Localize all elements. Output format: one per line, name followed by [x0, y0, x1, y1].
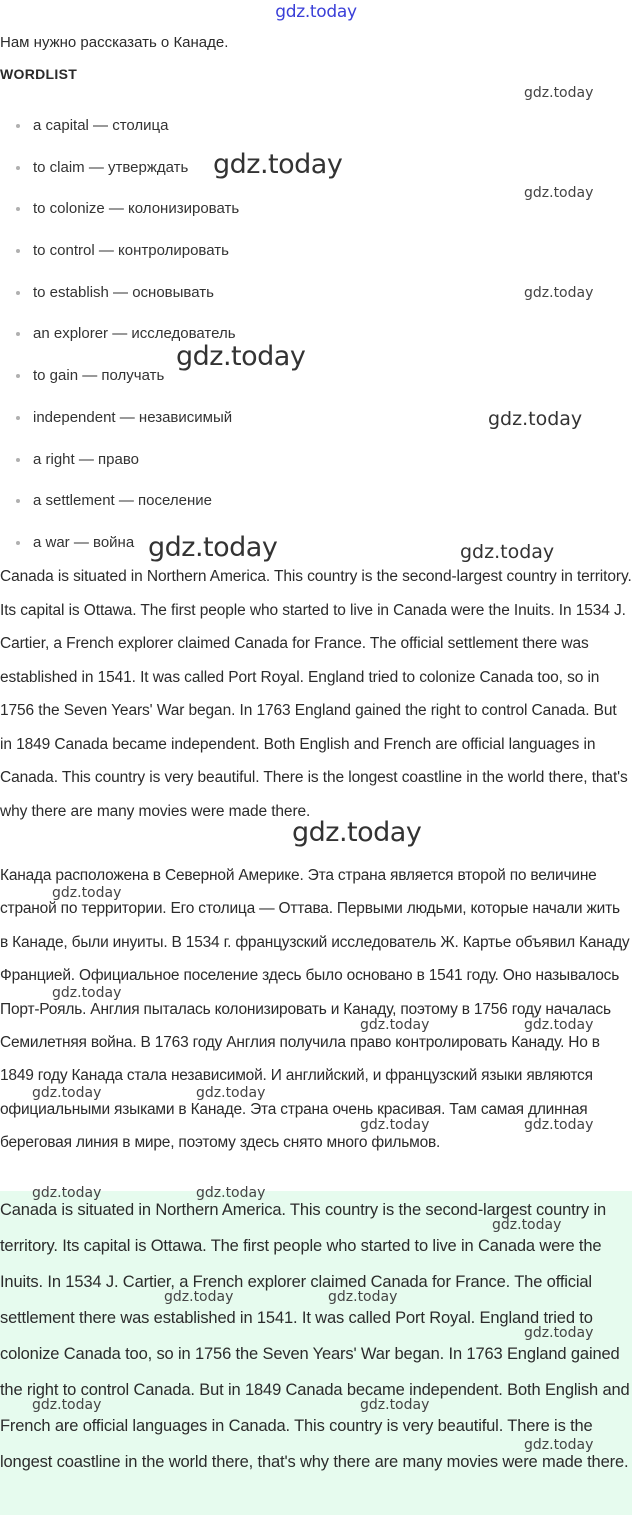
bullet-icon [16, 207, 20, 211]
watermark: gdz.today [524, 1017, 594, 1033]
site-logo[interactable]: gdz.today [275, 2, 357, 22]
watermark: gdz.today [32, 1085, 102, 1101]
bullet-icon [16, 374, 20, 378]
text-english: Canada is situated in Northern America. This country is the second-largest country in territory. Its capital is Ottawa. The first people who started to live in Canada were the Inuits. In 1534 J. Cartier, a French explorer claimed Canada for France. The official settlement there was established in 1541. It was called Port Royal. England tried to colonize Canada too, so in 1756 the Seven Years' War began. In 1763 England gained the right to control Canada. But in 1849 Canada became independent. Both English and French are official languages in Canada. This country is very beautiful. There is the longest coastline in the world there, that's why there are many movies were made there. [0, 568, 632, 820]
watermark: gdz.today [52, 985, 122, 1001]
bullet-icon [16, 124, 20, 128]
bullet-icon [16, 541, 20, 545]
watermark: gdz.today [524, 85, 594, 101]
intro-text: Нам нужно рассказать о Канаде. [0, 34, 229, 51]
bullet-icon [16, 416, 20, 420]
bullet-icon [16, 332, 20, 336]
watermark: gdz.today [488, 408, 583, 430]
watermark: gdz.today [524, 285, 594, 301]
wordlist-title: WORDLIST [0, 66, 78, 82]
watermark: gdz.today [524, 1437, 594, 1453]
watermark: gdz.today [164, 1289, 234, 1305]
watermark: gdz.today [524, 185, 594, 201]
watermark: gdz.today [460, 541, 555, 563]
wordlist [0, 107, 632, 566]
watermark: gdz.today [360, 1017, 430, 1033]
wordlist-item: a war — война [0, 524, 632, 566]
wordlist-item: to claim — утверждать [0, 149, 632, 191]
watermark: gdz.today [524, 1325, 594, 1341]
watermark: gdz.today [52, 885, 122, 901]
bullet-icon [16, 458, 20, 462]
bullet-icon [16, 499, 20, 503]
text-russian: Канада расположена в Северной Америке. Эта страна является второй по величине страной по территории. Его столица — Оттава. Первыми людьми, которые начали жить в Канаде, были инуиты. В 1534 г. французский исследователь Ж. Картье объявил Канаду Францией. Официальное поселение здесь было основано в 1541 году. Оно называлось Порт-Рояль. Англия пыталась колонизировать и Канаду, поэтому в 1756 году началась Семилетняя война. В 1763 году Англия получила право контролировать Канаду. Но в 1849 году Канада стала независимой. И английский, и французский языки являются официальными языками в Канаде. Эта страна очень красивая. Там самая длинная береговая линия в мире, поэтому здесь снято много фильмов. [0, 867, 630, 1152]
watermark: gdz.today [492, 1217, 562, 1233]
watermark: gdz.today [360, 1397, 430, 1413]
wordlist-item: independent — независимый [0, 399, 632, 441]
watermark: gdz.today [328, 1289, 398, 1305]
watermark: gdz.today [32, 1185, 102, 1201]
wordlist-item: a capital — столица [0, 107, 632, 149]
watermark: gdz.today [32, 1397, 102, 1413]
watermark: gdz.today [148, 532, 278, 563]
watermark: gdz.today [360, 1117, 430, 1133]
wordlist-item: an explorer — исследователь [0, 315, 632, 357]
bullet-icon [16, 249, 20, 253]
bullet-icon [16, 291, 20, 295]
watermark: gdz.today [196, 1085, 266, 1101]
watermark: gdz.today [176, 341, 306, 372]
wordlist-item: a right — право [0, 441, 632, 483]
text-highlighted: Canada is situated in Northern America. This country is the second-largest country in territory. Its capital is Ottawa. The first people who started to live in Canada were the Inuits. In 1534 J. Cartier, a French explorer claimed Canada for France. The official settlement there was established in 1541. It was called Port Royal. England tried to colonize Canada too, so in 1756 the Seven Years' War began. In 1763 England gained the right to control Canada. But in 1849 Canada became independent. Both English and French are official languages in Canada. This country is very beautiful. There is the longest coastline in the world there, that's why there are many movies were made there. [0, 1201, 630, 1471]
wordlist-item: to colonize — колонизировать [0, 190, 632, 232]
wordlist-item: to control — контролировать [0, 232, 632, 274]
watermark: gdz.today [524, 1117, 594, 1133]
wordlist-item: a settlement — поселение [0, 482, 632, 524]
wordlist-item: to establish — основывать [0, 274, 632, 316]
watermark: gdz.today [213, 149, 343, 180]
wordlist-item: to gain — получать [0, 357, 632, 399]
bullet-icon [16, 166, 20, 170]
watermark: gdz.today [292, 817, 422, 848]
watermark: gdz.today [196, 1185, 266, 1201]
